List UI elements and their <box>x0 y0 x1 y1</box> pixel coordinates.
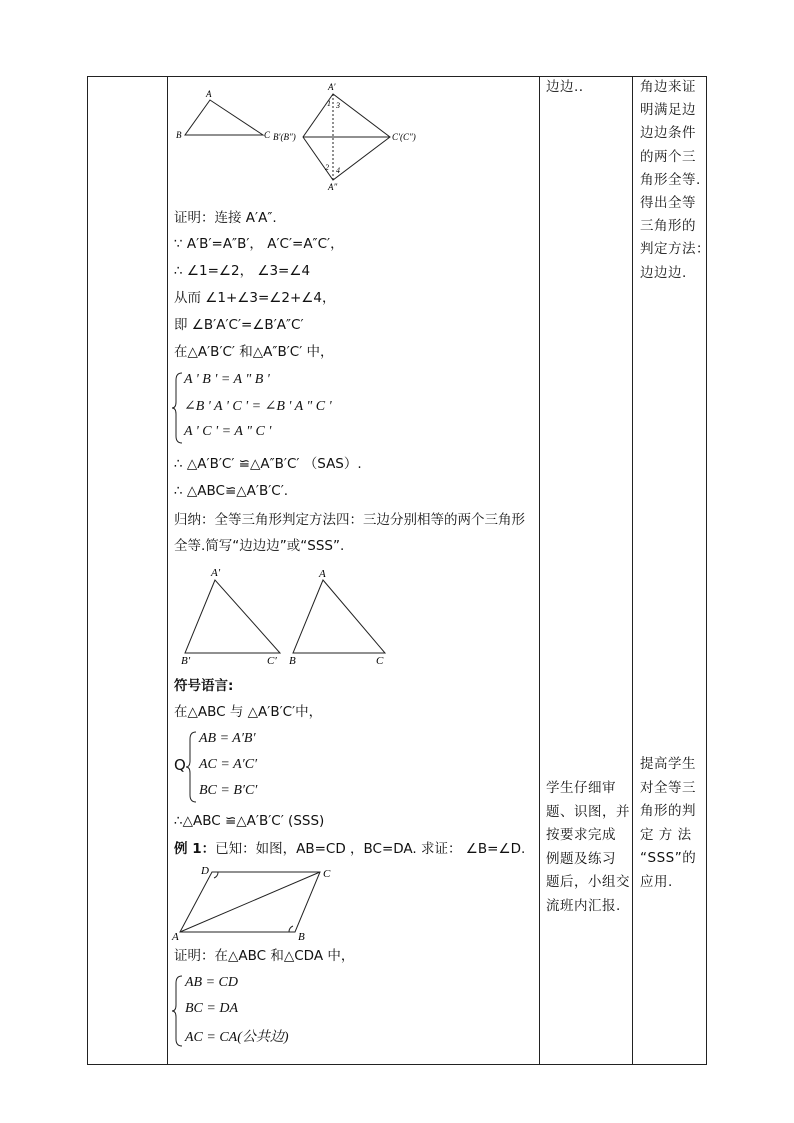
intent-bottom-line-2: 对全等三 <box>640 779 696 796</box>
example-text: 已知：如图，AB=CD ，BC=DA. 求证： ∠B=∠D. <box>215 841 526 857</box>
fig1-label-ap: A′ <box>328 82 336 92</box>
fig2-label-bp: B′ <box>181 655 191 667</box>
proof1-line5: 即 ∠B′A′C′=∠B′A″C′ <box>174 317 304 333</box>
student-bottom-line-5: 题后，小组交 <box>546 874 630 890</box>
proof1-conclusion2: ∴ △ABC≌△A′B′C′. <box>174 483 289 499</box>
fig1-label-b: B <box>176 130 182 140</box>
proof1-sys-row3: A ' C ' = A " C ' <box>184 424 272 439</box>
intent-top-line-9: 边边边. <box>640 264 687 281</box>
proof1-line4: 从而 ∠1+∠3=∠2+∠4， <box>174 290 336 306</box>
student-bottom-line-2: 题、识图，并 <box>546 803 630 820</box>
proof1-line2: ∵ A′B′=A″B′， A′C′=A″C′， <box>174 236 344 252</box>
brace-1 <box>172 372 184 444</box>
fig1-label-app: A″ <box>328 182 338 192</box>
fig2-label-ap: A′ <box>211 567 221 579</box>
proof1-sys-row2: ∠B ' A ' C ' = ∠B ' A " C ' <box>184 399 332 414</box>
intent-bottom-line-5: “SSS”的 <box>640 850 697 866</box>
student-bottom-line-4: 例题及练习 <box>546 850 616 867</box>
figure-two-triangles <box>175 565 400 670</box>
intent-top-line-2: 明满足边 <box>640 102 696 119</box>
fig2-label-cp: C′ <box>267 655 277 667</box>
intent-top-line-4: 的两个三 <box>640 148 696 165</box>
symbol-q: Q <box>174 756 186 774</box>
symbol-conclusion: ∴△ABC ≌△A′B′C′ (SSS) <box>174 813 325 829</box>
fig3-label-d: D <box>201 865 209 877</box>
brace-2 <box>186 731 198 803</box>
student-col-bottom <box>546 777 630 918</box>
summary-line1: 归纳：全等三角形判定方法四：三边分别相等的两个三角形 <box>174 512 525 528</box>
intent-top-line-3: 边边条件 <box>640 125 696 142</box>
column-divider-2 <box>539 76 540 1065</box>
symbol-sys-row1: AB = A′B′ <box>199 731 256 746</box>
intent-bottom-line-6: 应用. <box>640 873 673 890</box>
proof1-line1: 证明：连接 A′A″. <box>174 210 277 226</box>
symbol-title: 符号语言: <box>174 678 234 694</box>
intent-top-line-1: 角边来证 <box>640 79 696 95</box>
example-sys-row1: AB = CD <box>185 975 238 990</box>
student-bottom-line-1: 学生仔细审 <box>546 780 616 796</box>
example-proof-line: 证明：在△ABC 和△CDA 中， <box>174 948 355 964</box>
summary-line2: 全等.简写“边边边”或“SSS”. <box>174 538 345 554</box>
intent-top-line-6: 得出全等 <box>640 195 696 212</box>
brace-3 <box>172 975 184 1047</box>
column-divider-1 <box>167 76 168 1065</box>
intent-top-line-7: 三角形的 <box>640 218 696 235</box>
example-sys-row3: AC = CA(公共边) <box>185 1030 289 1045</box>
figure-triangle-and-kite <box>170 80 440 195</box>
symbol-sys-row3: BC = B′C′ <box>199 783 258 798</box>
fig3-label-b: B <box>298 931 305 943</box>
example-label: 例 1： <box>174 841 216 857</box>
fig2-triangle-abc <box>293 580 385 653</box>
student-bottom-line-6: 流班内汇报. <box>546 897 621 914</box>
fig3-label-c: C <box>323 868 331 880</box>
student-col-top <box>546 76 584 99</box>
fig1-label-cp: C′(C″) <box>392 132 416 142</box>
example-sys-row2: BC = DA <box>185 1001 238 1016</box>
symbol-line1: 在△ABC 与 △A′B′C′中， <box>174 704 323 720</box>
fig1-label-a: A <box>206 89 212 99</box>
fig1-triangle-abc <box>185 100 263 135</box>
fig3-label-a: A <box>172 931 179 943</box>
fig3-angle-mark-b <box>289 926 293 932</box>
fig2-label-a: A <box>319 568 326 580</box>
fig1-angle-2: 2 <box>325 163 329 172</box>
intent-bottom-line-3: 角形的判 <box>640 803 696 819</box>
student-top-line: 边边.. <box>546 79 584 95</box>
intent-col-top <box>640 76 710 285</box>
fig2-triangle-apbpcp <box>185 580 280 653</box>
intent-top-line-8: 判定方法： <box>640 241 710 258</box>
intent-bottom-line-4: 定 方 法 <box>640 826 692 843</box>
fig1-angle-1: 1 <box>327 99 331 108</box>
fig1-angle-3: 3 <box>336 101 340 110</box>
intent-col-bottom <box>640 753 696 894</box>
fig1-label-c: C <box>264 130 271 140</box>
fig1-angle-4: 4 <box>336 166 340 175</box>
proof1-sys-row1: A ' B ' = A " B ' <box>184 372 270 387</box>
proof1-conclusion1: ∴ △A′B′C′ ≌△A″B′C′ （SAS）. <box>174 456 362 472</box>
fig2-label-c: C <box>376 655 384 667</box>
column-divider-3 <box>632 76 633 1065</box>
student-bottom-line-3: 按要求完成 <box>546 827 616 843</box>
fig2-label-b: B <box>289 655 296 667</box>
fig1-label-bp: B′(B″) <box>273 132 296 142</box>
proof1-line6: 在△A′B′C′ 和△A″B′C′ 中， <box>174 344 334 360</box>
example-line <box>174 838 525 860</box>
fig3-angle-mark-d <box>214 872 218 878</box>
intent-top-line-5: 角形全等. <box>640 171 701 188</box>
symbol-sys-row2: AC = A′C′ <box>199 757 258 772</box>
figure-parallelogram <box>170 864 345 944</box>
proof1-line3: ∴ ∠1=∠2， ∠3=∠4 <box>174 263 311 279</box>
intent-bottom-line-1: 提高学生 <box>640 756 696 772</box>
